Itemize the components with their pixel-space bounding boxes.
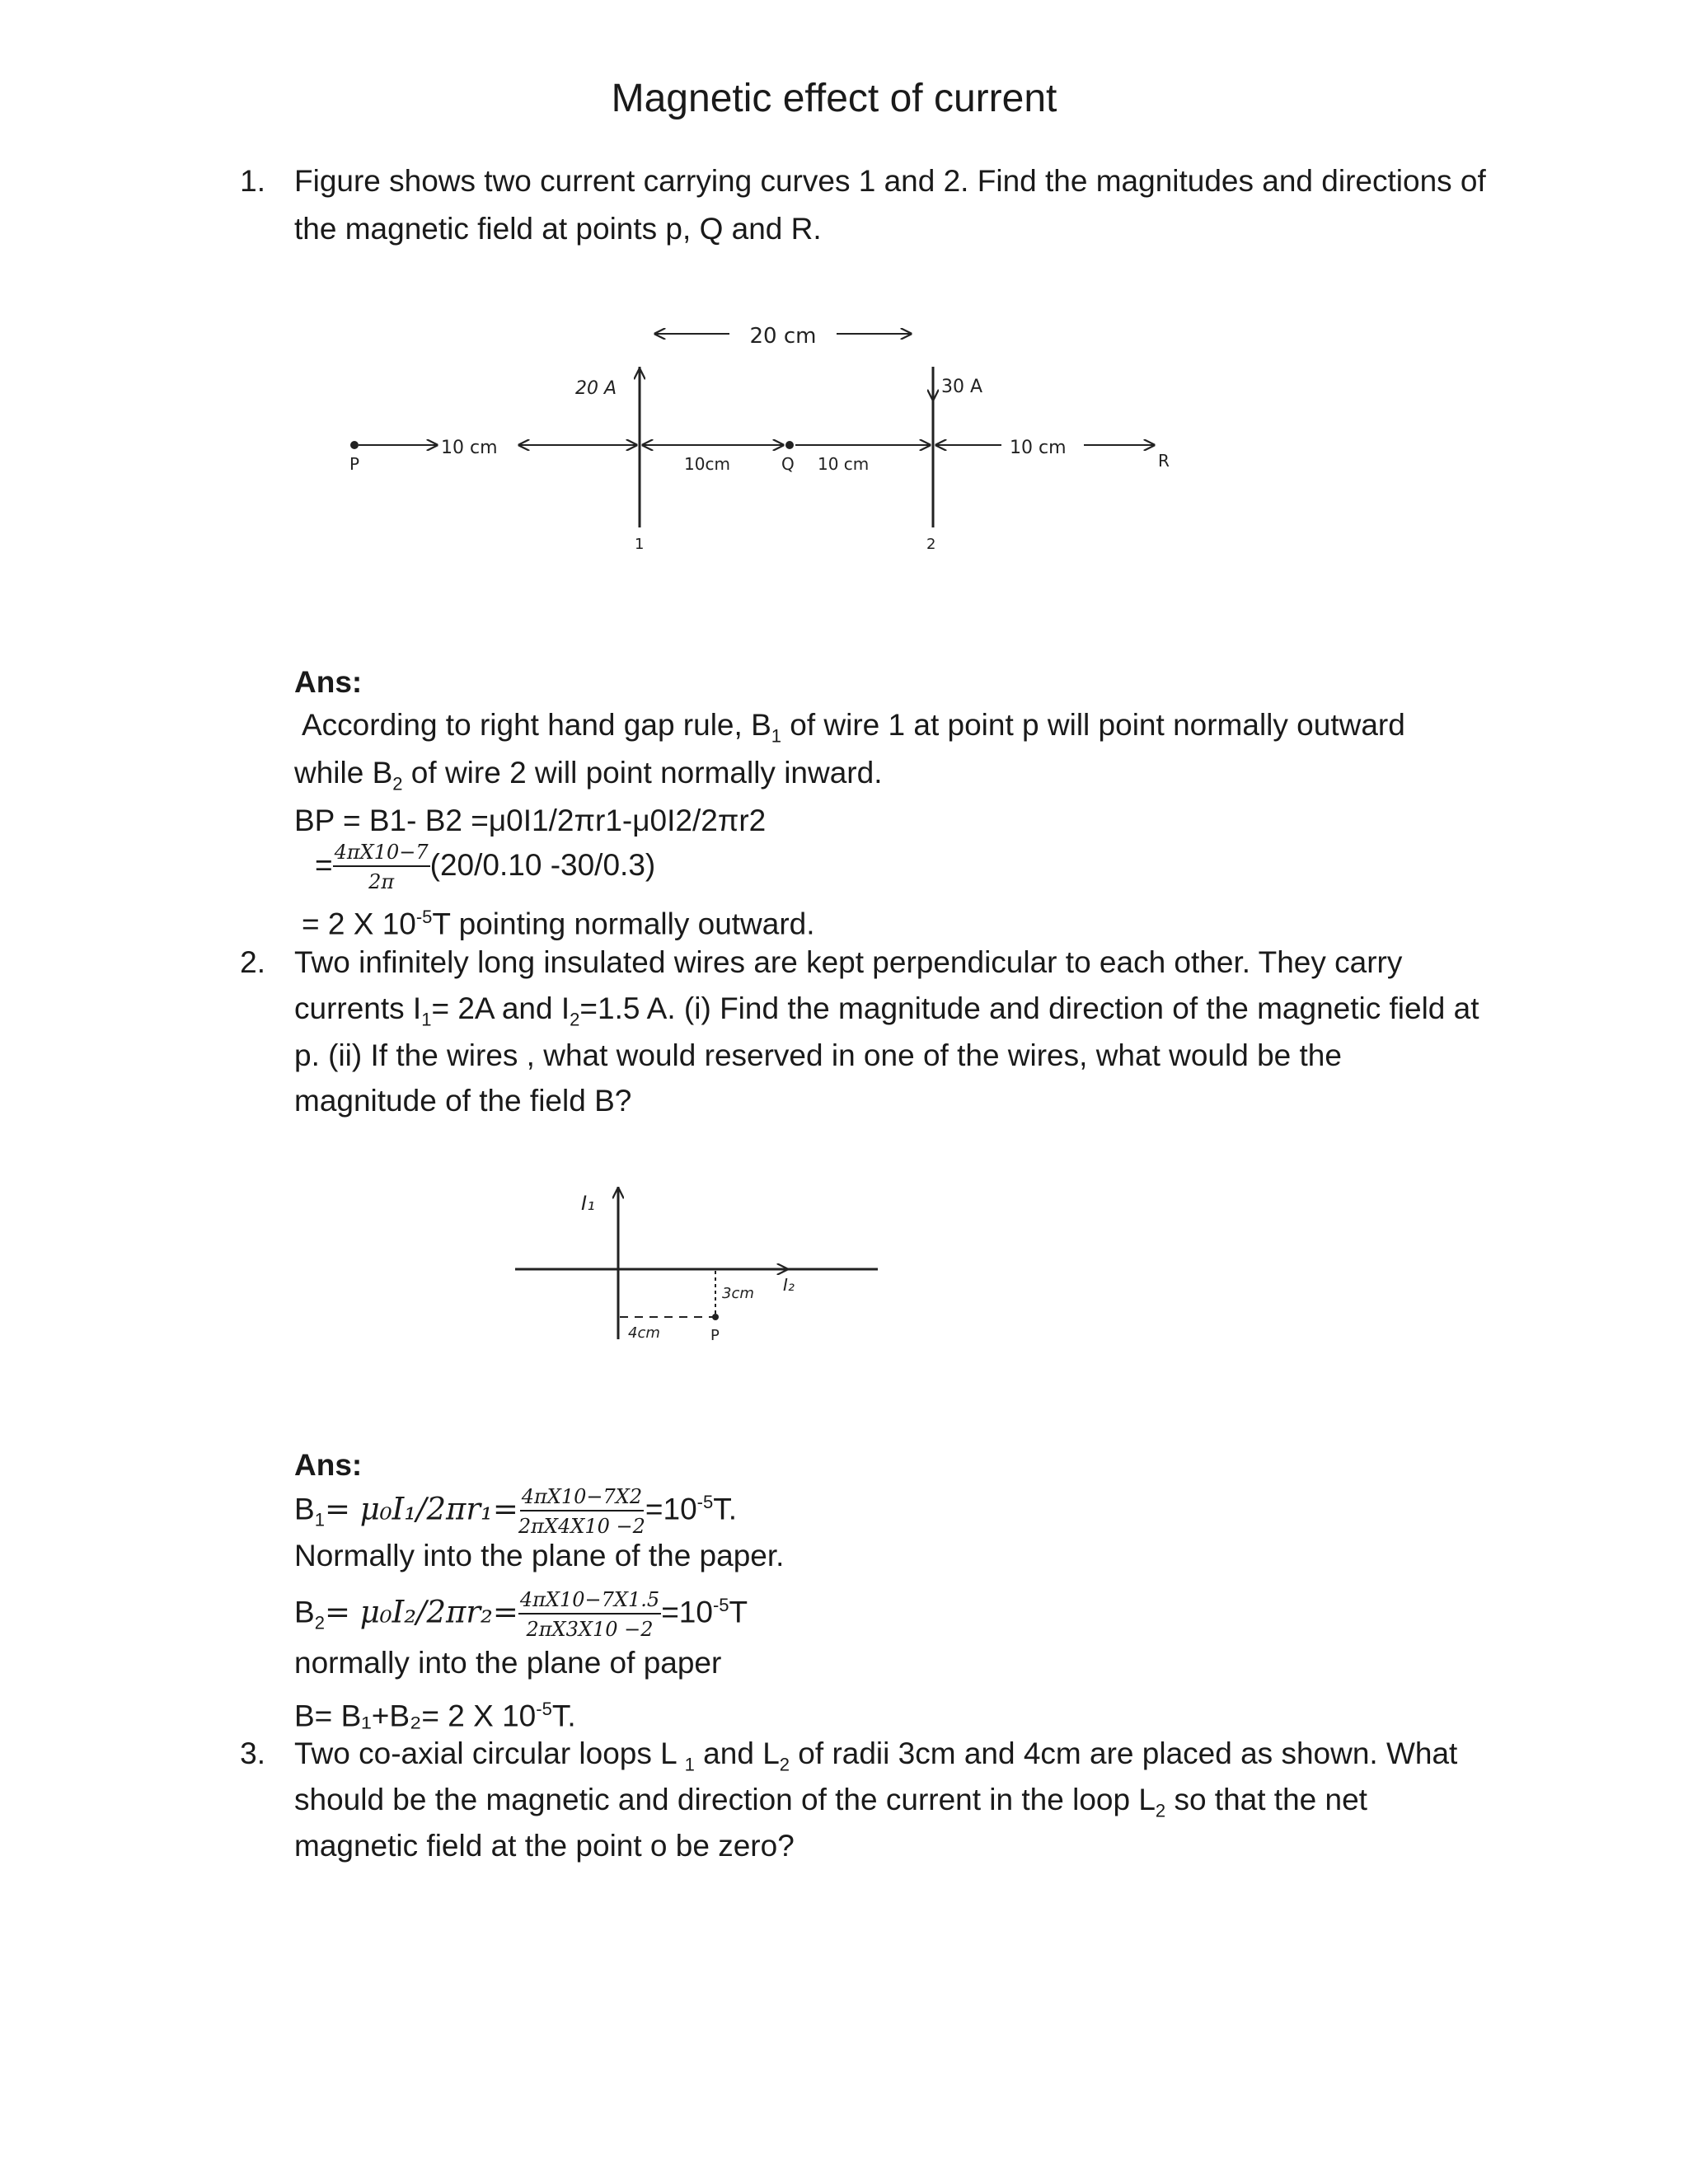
label-4cm: 4cm — [628, 1324, 660, 1342]
question-number-3: 3. — [240, 1736, 265, 1770]
figure-perpendicular-wires — [503, 1154, 898, 1368]
equation-b2: $B_2= \mu_0I_2/2\pi r_2=$ $\frac{4\pi X10-7X1.5}{2\pi X3X10 -2}$ $=10^{-5}T$ — [294, 1587, 748, 1641]
equation-b-total: B= B₁+B₂= 2 X $10^{-5}T$. — [294, 1699, 576, 1733]
point-p2 — [712, 1314, 719, 1320]
equation-b2-direction: normally into the plane of paper — [294, 1646, 722, 1680]
label-dist-left: 10 cm — [441, 438, 498, 458]
label-i2: I₂ — [783, 1275, 795, 1295]
question-2-line-3: p. (ii) If the wires , what would reserved in one of the wires, what would be the — [294, 1038, 1342, 1072]
label-20a: 20 A — [575, 378, 617, 399]
question-3-line-1: Two co-axial circular loops L $_1$ and $L_2$ of radii 3cm and 4cm are placed as shown. What — [294, 1736, 1458, 1775]
label-q: Q — [781, 454, 795, 474]
label-i1: I₁ — [581, 1192, 595, 1215]
question-number-1: 1. — [240, 164, 265, 198]
question-1-line-1: Figure shows two current carrying curves 1 and 2. Find the magnitudes and directions of — [294, 164, 1486, 198]
equation-bp-result: = 2 X $10^{-5}T$ pointing normally outward. — [302, 907, 815, 941]
answer-label-2: Ans: — [294, 1448, 363, 1482]
equation-bp-step: = $\frac{4\pi X10-7}{2\pi}$ (20/0.10 -30/0.3) — [315, 841, 656, 893]
label-dist-mid-1: 10cm — [684, 454, 730, 474]
answer-label-1: Ans: — [294, 665, 363, 699]
label-wire-1: 1 — [635, 536, 645, 552]
label-3cm: 3cm — [722, 1285, 754, 1302]
label-p: P — [349, 454, 360, 474]
question-3-line-2: should be the magnetic and direction of the current in the loop $L_2$ so that the net — [294, 1783, 1367, 1821]
equation-b1: $B_1= \mu_0I_1/2\pi r_1=$ $\frac{4\pi X10-7X2}{2\pi X4X10 -2}$ $=10^{-5}T$. — [294, 1484, 738, 1538]
label-r: R — [1158, 451, 1170, 471]
label-dist-right: 10 cm — [1010, 438, 1067, 458]
figure-two-wires — [313, 305, 1220, 552]
label-p2: P — [710, 1327, 720, 1344]
question-3-line-3: magnetic field at the point o be zero? — [294, 1829, 795, 1863]
label-20cm: 20 cm — [749, 324, 817, 349]
answer-1-line-1: According to right hand gap rule, $B_1$ of wire 1 at point p will point normally outward — [302, 708, 1405, 747]
answer-1-line-2: while $B_2$ of wire 2 will point normally inward. — [294, 756, 883, 794]
question-1-line-2: the magnetic field at points p, Q and R. — [294, 212, 822, 246]
equation-bp: BP = B1- B2 =μ0I1/2πr1-μ0I2/2πr2 — [294, 804, 767, 837]
point-p — [350, 441, 359, 449]
label-30a: 30 A — [941, 377, 983, 397]
question-2-line-4: magnitude of the field B? — [294, 1084, 632, 1118]
point-q — [785, 441, 794, 449]
question-2-line-2: currents $I_1= 2A$ and $I_2=1.5$ A. (i) Find the magnitude and direction of the magnetic field at — [294, 991, 1479, 1030]
question-2-line-1: Two infinitely long insulated wires are kept perpendicular to each other. They carry — [294, 945, 1403, 979]
label-wire-2: 2 — [926, 536, 936, 552]
equation-b1-direction: Normally into the plane of the paper. — [294, 1539, 785, 1572]
page-title: Magnetic effect of current — [611, 77, 1057, 120]
question-number-2: 2. — [240, 945, 265, 979]
label-dist-mid-2: 10 cm — [818, 454, 870, 474]
